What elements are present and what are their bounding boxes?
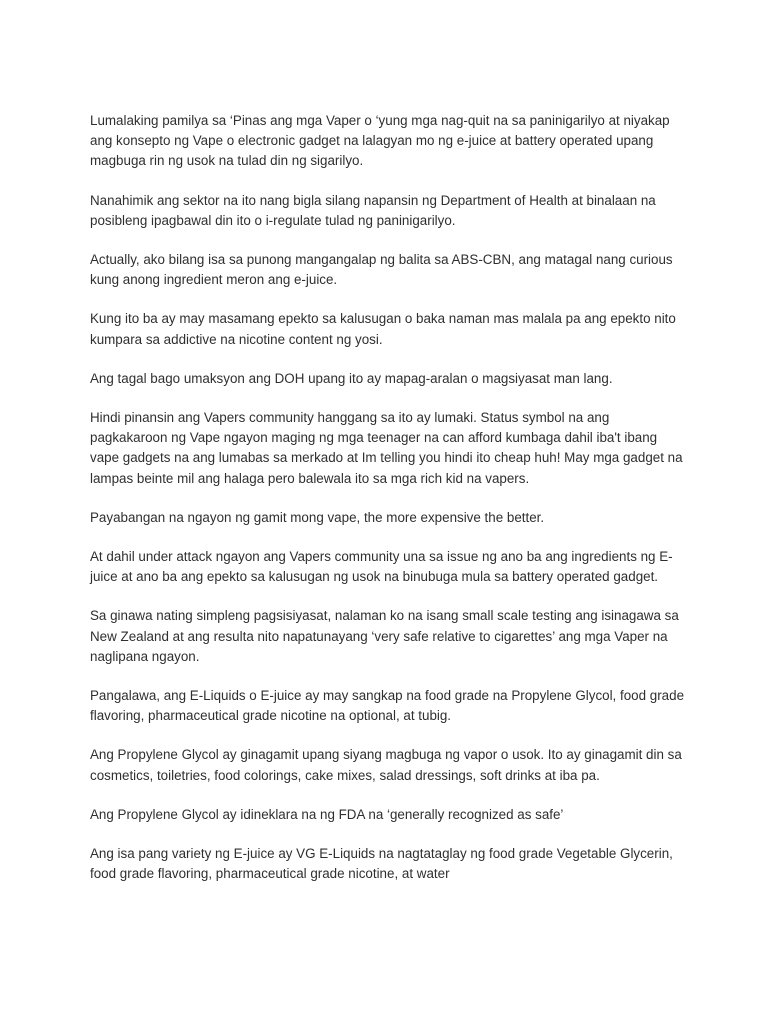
document-page [90, 111, 690, 903]
paragraph-1: Lumalaking pamilya sa ‘Pinas ang mga Vaper o ‘yung mga nag-quit na sa paninigarilyo at niyakap ang konsepto ng Vape o electronic gadget na lalagyan mo ng e-juice at battery operated upang magbuga rin ng usok na tulad din ng sigarilyo. [90, 113, 670, 169]
paragraph-2: Nanahimik ang sektor na ito nang bigla silang napansin ng Department of Health at binalaan na posibleng ipagbawal din ito o i-regulate tulad ng paninigarilyo. [90, 192, 656, 228]
paragraph-6: Hindi pinansin ang Vapers community hanggang sa ito ay lumaki. Status symbol na ang pagkakaroon ng Vape ngayon maging ng mga teenager na can afford kumbaga dahil iba't ibang vape gadgets na ang lumabas sa merkado at Im telling you hindi ito cheap huh! May mga gadget na lampas beinte mil ang halaga pero balewala ito sa mga rich kid na vapers. [90, 410, 683, 486]
paragraph-13: Ang isa pang variety ng E-juice ay VG E-Liquids na nagtataglay ng food grade Vegetable Glycerin, food grade flavoring, pharmaceutical grade nicotine, at water [90, 846, 673, 882]
paragraph-7: Payabangan na ngayon ng gamit mong vape, the more expensive the better. [90, 509, 545, 525]
paragraph-3: Actually, ako bilang isa sa punong mangangalap ng balita sa ABS-CBN, ang matagal nang curious kung anong ingredient meron ang e-juice. [90, 252, 673, 288]
paragraph-4: Kung ito ba ay may masamang epekto sa kalusugan o baka naman mas malala pa ang epekto nito kumpara sa addictive na nicotine content ng yosi. [90, 311, 676, 347]
paragraph-8: At dahil under attack ngayon ang Vapers community una sa issue ng ano ba ang ingredients ng E- juice at ano ba ang epekto sa kalusugan ng usok na binubuga mula sa battery operated gadget. [90, 549, 673, 585]
paragraph-10: Pangalawa, ang E-Liquids o E-juice ay may sangkap na food grade na Propylene Glycol, food grade flavoring, pharmaceutical grade nicotine na optional, at tubig. [90, 688, 685, 724]
paragraph-9: Sa ginawa nating simpleng pagsisiyasat, nalaman ko na isang small scale testing ang isinagawa sa New Zealand at ang resulta nito napatunayang ‘very safe relative to cigarettes’ ang mga Vaper na naglipana ngayon. [90, 608, 679, 664]
paragraph-12: Ang Propylene Glycol ay idineklara na ng FDA na ‘generally recognized as safe’ [90, 806, 564, 822]
paragraph-5: Ang tagal bago umaksyon ang DOH upang ito ay mapag-aralan o magsiyasat man lang. [90, 370, 613, 386]
paragraph-11: Ang Propylene Glycol ay ginagamit upang siyang magbuga ng vapor o usok. Ito ay ginagamit din sa cosmetics, toiletries, food colorings, cake mixes, salad dressings, soft drinks at iba pa. [90, 747, 682, 783]
